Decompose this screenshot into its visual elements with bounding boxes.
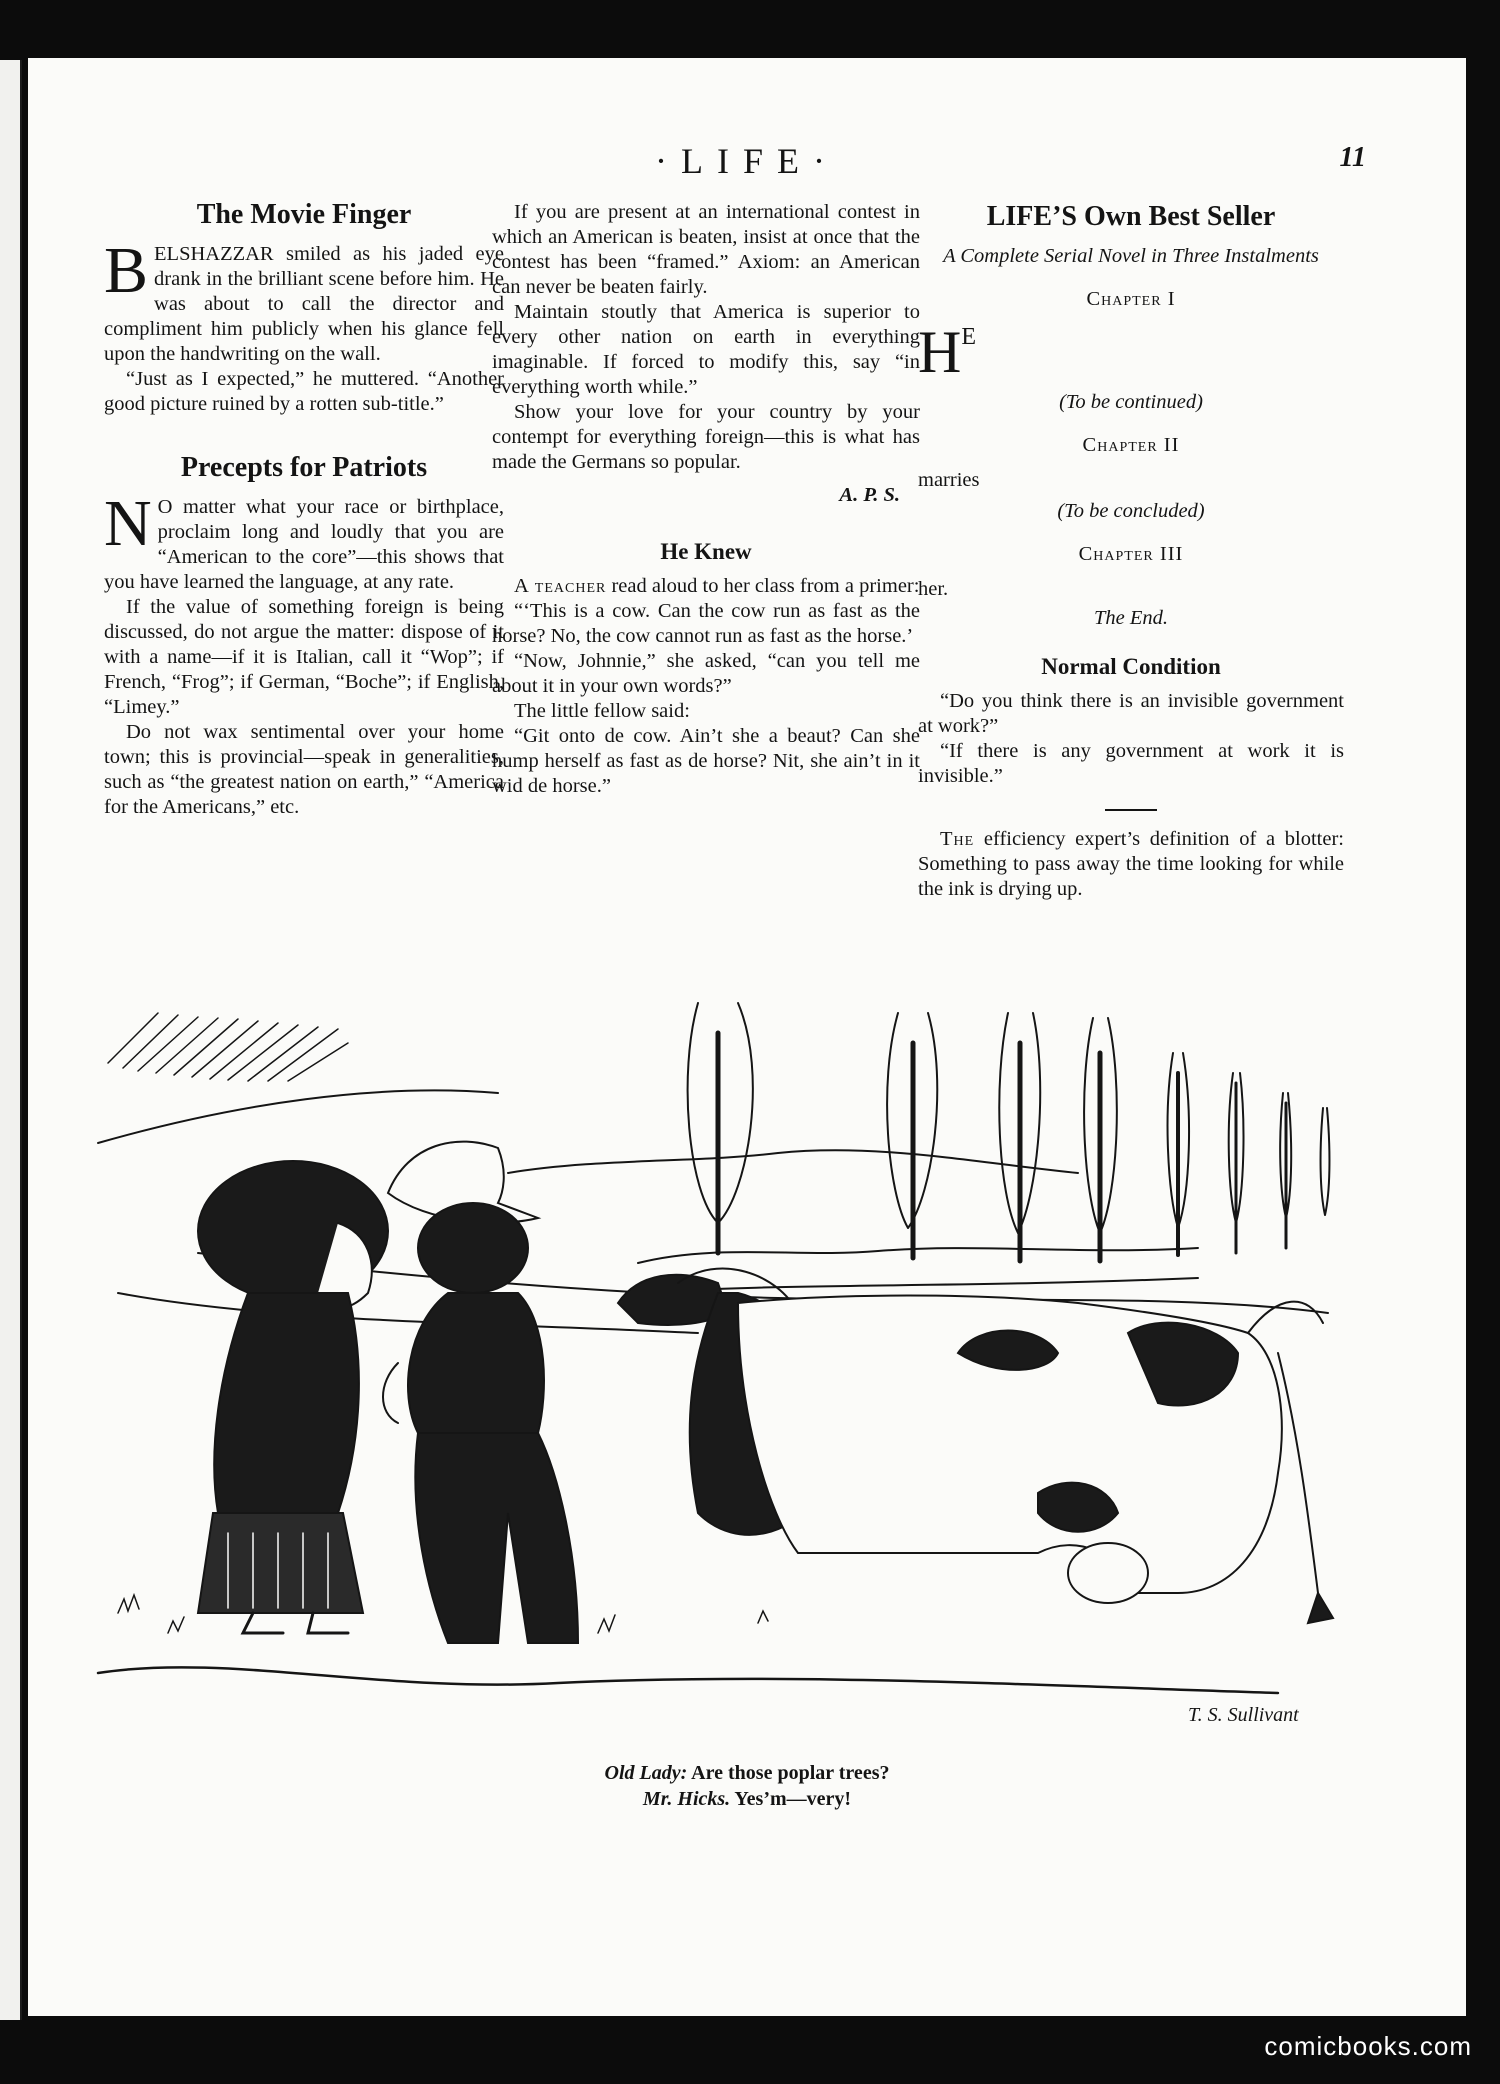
chapter-2-text: marries (918, 469, 980, 491)
movie-finger-title: The Movie Finger (196, 199, 412, 230)
he-knew-para-5: “Git onto de cow. Ain’t she a beaut? Can she hump herself as fast as de horse? Nit, she ain’t in it wid de horse.” (492, 725, 920, 797)
precepts-title: Precepts for Patriots (180, 452, 428, 483)
movie-finger-text-1: ELSHAZZAR smiled as his jaded eye drank in the brilliant scene before him. He was about to call the director and compliment him publicly when his glance fell upon the handwriting on the wall. (104, 243, 504, 365)
efficiency-lead: The (940, 828, 975, 850)
chapter-1-continued: (To be continued) (1059, 391, 1203, 413)
precepts-signature: A. P. S. (839, 484, 900, 506)
chapter-3-heading: Chapter III (1078, 543, 1184, 565)
normal-condition-para-1: “Do you think there is an invisible government at work?” (918, 690, 1344, 737)
precepts-para-6: Show your love for your country by your contempt for everything foreign—this is what has made the Germans so popular. (492, 401, 920, 473)
chapter-2-heading: Chapter II (1082, 434, 1180, 456)
cartoon-caption (28, 1760, 1466, 1812)
site-watermark: comicbooks.com (1264, 2031, 1472, 2061)
magazine-page (28, 58, 1466, 2016)
chapter-2-concluded: (To be concluded) (1057, 500, 1205, 522)
dropcap-b: B (104, 234, 149, 307)
sky-hatching (108, 1013, 348, 1081)
caption-speaker-2: Mr. Hicks. (642, 1788, 731, 1810)
movie-finger-para-2: “Just as I expected,” he muttered. “Another good picture ruined by a rotten sub-title.” (104, 368, 504, 415)
cartoon-illustration (78, 993, 1368, 1743)
best-seller-title: LIFE’S Own Best Seller (986, 201, 1276, 232)
column-right (918, 200, 1344, 902)
page-header (28, 140, 1466, 200)
best-seller-subtitle: A Complete Serial Novel in Three Instalments (943, 245, 1319, 267)
chapter-1-small-letter: E (961, 324, 977, 350)
precepts-para-4: If you are present at an international contest in which an American is beaten, insist at once that the contest has been “framed.” Axiom: an American can never be beaten fairly. (492, 201, 920, 298)
he-knew-title: He Knew (660, 539, 752, 564)
he-knew-lead: A teacher (514, 575, 607, 597)
column-left (104, 198, 504, 820)
chapter-1-big-letter: H (918, 319, 962, 385)
caption-text-2: Yes’m—very! (730, 1788, 852, 1810)
caption-text-1: Are those poplar trees? (687, 1762, 890, 1784)
old-lady-figure (198, 1161, 388, 1633)
normal-condition-title: Normal Condition (1041, 654, 1221, 679)
caption-speaker-1: Old Lady: (604, 1762, 688, 1784)
artist-signature: T. S. Sullivant (1188, 1704, 1299, 1726)
section-divider (1105, 809, 1157, 811)
previous-page-edge (0, 60, 22, 2020)
dropcap-n: N (104, 487, 152, 560)
masthead: ·LIFE· (655, 141, 839, 181)
column-middle (492, 200, 920, 799)
caption-line-1 (28, 1760, 1466, 1786)
he-knew-para-4: The little fellow said: (514, 700, 690, 722)
he-knew-text-1: read aloud to her class from a primer: (606, 575, 920, 597)
chapter-1-text (918, 319, 1344, 385)
mr-hicks-figure (383, 1142, 578, 1643)
poplar-trees (688, 1003, 1330, 1261)
precepts-para-2: If the value of something foreign is being discussed, do not argue the matter: dispose of it with a name—if it is Italian, call it “Wop”; if French, “Frog”; if German, “Boche”; if English, “Limey.” (104, 596, 504, 718)
efficiency-text: efficiency expert’s definition of a blotter: Something to pass away the time looking for while the ink is drying up. (918, 828, 1344, 900)
precepts-para-1 (104, 487, 504, 595)
he-knew-para-2: “‘This is a cow. Can the cow run as fast as the horse? No, the cow cannot run as fast as the horse.’ (492, 600, 920, 647)
precepts-text-1: O matter what your race or birthplace, proclaim long and loudly that you are “American to the core”—this shows that you have learned the language, at any rate. (104, 496, 504, 593)
the-end: The End. (1093, 607, 1169, 629)
chapter-1-heading: Chapter I (1086, 288, 1176, 310)
page-number: 11 (1339, 142, 1366, 173)
chapter-3-text: her. (918, 578, 949, 600)
caption-line-2 (28, 1786, 1466, 1812)
he-knew-para-1 (492, 574, 920, 599)
normal-condition-para-2: “If there is any government at work it is invisible.” (918, 740, 1344, 787)
cow-figure (618, 1269, 1333, 1623)
movie-finger-para-1 (104, 234, 504, 367)
efficiency-para (918, 827, 1344, 902)
precepts-para-3: Do not wax sentimental over your home town; this is provincial—speak in generalities, such as “the greatest nation on earth,” “America for the Americans,” etc. (104, 721, 504, 818)
precepts-para-5: Maintain stoutly that America is superior to every other nation on earth in everything imaginable. If forced to modify this, say “in everything worth while.” (492, 301, 920, 398)
he-knew-para-3: “Now, Johnnie,” she asked, “can you tell me about it in your own words?” (492, 650, 920, 697)
